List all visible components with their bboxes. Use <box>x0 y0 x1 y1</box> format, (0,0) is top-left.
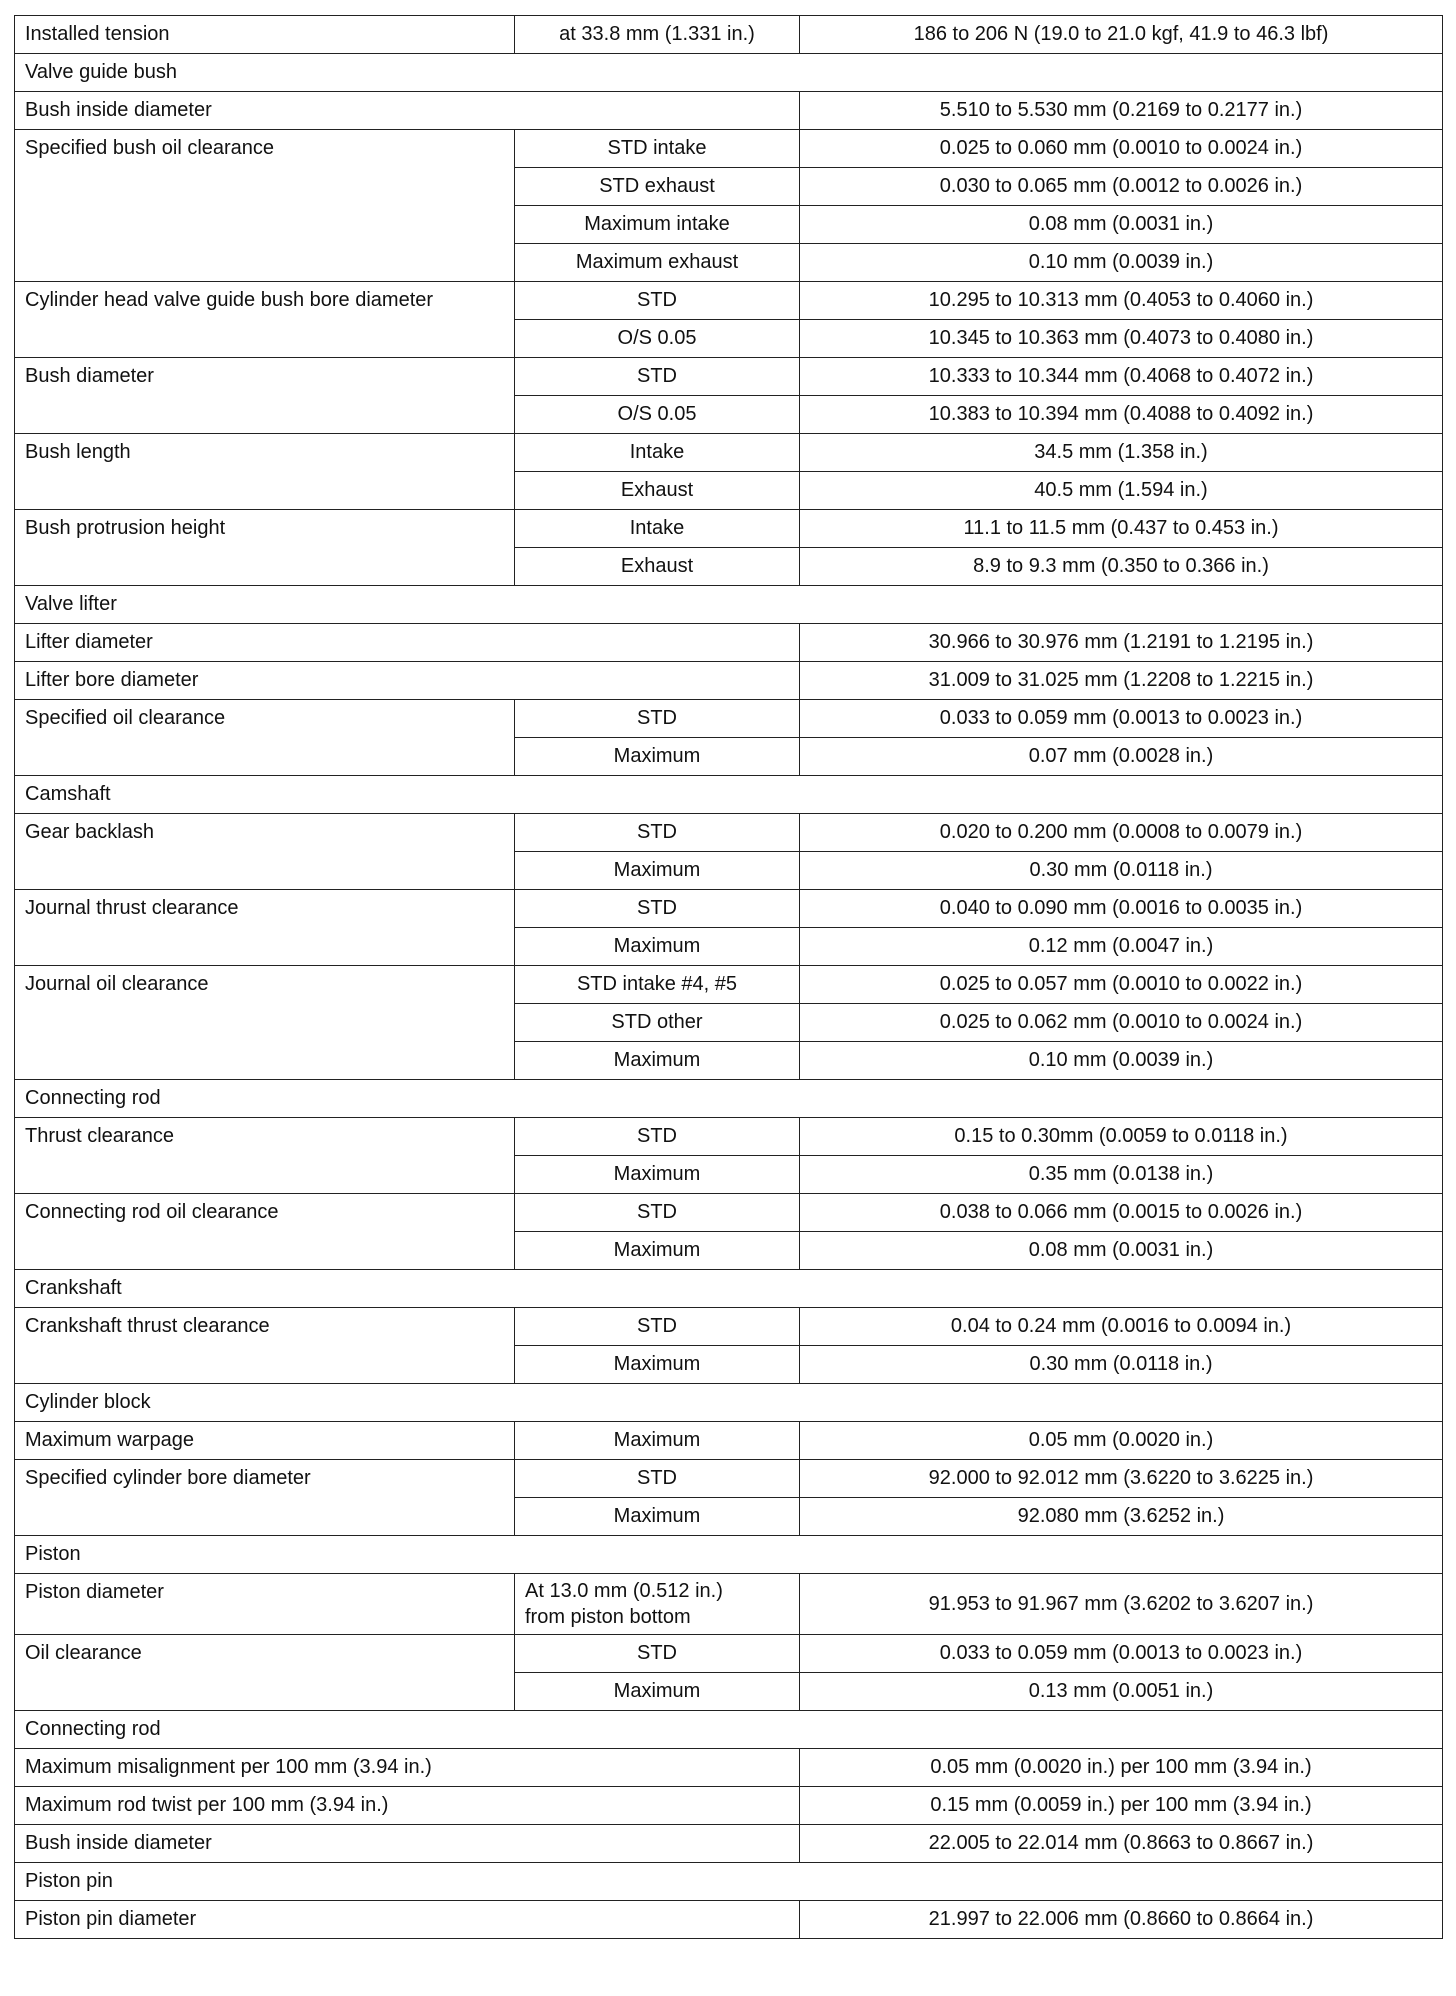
item-cell: Bush inside diameter <box>15 92 800 130</box>
condition-cell: STD <box>515 1308 800 1346</box>
value-cell: 186 to 206 N (19.0 to 21.0 kgf, 41.9 to 46.3 lbf) <box>800 16 1443 54</box>
item-cell: Lifter bore diameter <box>15 662 800 700</box>
section-heading: Piston pin <box>15 1863 1443 1901</box>
item-cell: Gear backlash <box>15 814 515 890</box>
value-cell: 0.08 mm (0.0031 in.) <box>800 1232 1443 1270</box>
item-cell: Oil clearance <box>15 1635 515 1711</box>
item-cell: Installed tension <box>15 16 515 54</box>
condition-cell: Intake <box>515 434 800 472</box>
value-cell: 0.05 mm (0.0020 in.) per 100 mm (3.94 in.) <box>800 1749 1443 1787</box>
condition-cell: Maximum <box>515 852 800 890</box>
section-row <box>15 1080 1443 1118</box>
table-row <box>15 1574 1443 1635</box>
item-cell: Crankshaft thrust clearance <box>15 1308 515 1384</box>
condition-cell: Intake <box>515 510 800 548</box>
item-cell: Specified cylinder bore diameter <box>15 1460 515 1536</box>
table-row <box>15 282 1443 320</box>
item-cell: Bush length <box>15 434 515 510</box>
item-cell: Bush inside diameter <box>15 1825 800 1863</box>
condition-cell: Maximum <box>515 1422 800 1460</box>
condition-cell: STD exhaust <box>515 168 800 206</box>
table-row <box>15 1901 1443 1939</box>
item-cell: Journal oil clearance <box>15 966 515 1080</box>
value-cell: 0.04 to 0.24 mm (0.0016 to 0.0094 in.) <box>800 1308 1443 1346</box>
value-cell: 0.30 mm (0.0118 in.) <box>800 852 1443 890</box>
condition-cell: STD <box>515 282 800 320</box>
value-cell: 21.997 to 22.006 mm (0.8660 to 0.8664 in.) <box>800 1901 1443 1939</box>
section-row <box>15 54 1443 92</box>
section-row <box>15 1536 1443 1574</box>
item-cell: Maximum warpage <box>15 1422 515 1460</box>
value-cell: 10.383 to 10.394 mm (0.4088 to 0.4092 in.) <box>800 396 1443 434</box>
table-row <box>15 1825 1443 1863</box>
value-cell: 0.07 mm (0.0028 in.) <box>800 738 1443 776</box>
condition-cell: O/S 0.05 <box>515 396 800 434</box>
table-row <box>15 92 1443 130</box>
value-cell: 40.5 mm (1.594 in.) <box>800 472 1443 510</box>
value-cell: 10.345 to 10.363 mm (0.4073 to 0.4080 in.) <box>800 320 1443 358</box>
table-row <box>15 1635 1443 1673</box>
value-cell: 0.040 to 0.090 mm (0.0016 to 0.0035 in.) <box>800 890 1443 928</box>
section-row <box>15 1384 1443 1422</box>
item-cell: Specified oil clearance <box>15 700 515 776</box>
value-cell: 34.5 mm (1.358 in.) <box>800 434 1443 472</box>
item-cell: Specified bush oil clearance <box>15 130 515 282</box>
condition-cell: Maximum <box>515 1673 800 1711</box>
condition-cell: STD <box>515 814 800 852</box>
value-cell: 0.15 to 0.30mm (0.0059 to 0.0118 in.) <box>800 1118 1443 1156</box>
condition-cell: Maximum <box>515 738 800 776</box>
condition-cell: Maximum <box>515 928 800 966</box>
condition-cell <box>515 1574 800 1635</box>
item-cell: Thrust clearance <box>15 1118 515 1194</box>
condition-cell: STD <box>515 1118 800 1156</box>
condition-cell: Maximum <box>515 1156 800 1194</box>
table-row <box>15 1749 1443 1787</box>
section-row <box>15 1863 1443 1901</box>
value-cell: 0.020 to 0.200 mm (0.0008 to 0.0079 in.) <box>800 814 1443 852</box>
value-cell: 0.025 to 0.057 mm (0.0010 to 0.0022 in.) <box>800 966 1443 1004</box>
item-cell: Cylinder head valve guide bush bore diameter <box>15 282 515 358</box>
value-cell: 0.13 mm (0.0051 in.) <box>800 1673 1443 1711</box>
value-cell: 0.15 mm (0.0059 in.) per 100 mm (3.94 in.) <box>800 1787 1443 1825</box>
value-cell: 91.953 to 91.967 mm (3.6202 to 3.6207 in.) <box>800 1574 1443 1635</box>
item-cell: Maximum misalignment per 100 mm (3.94 in.) <box>15 1749 800 1787</box>
value-cell: 0.030 to 0.065 mm (0.0012 to 0.0026 in.) <box>800 168 1443 206</box>
section-row <box>15 1270 1443 1308</box>
specification-table-body <box>15 16 1443 1939</box>
section-heading: Valve lifter <box>15 586 1443 624</box>
condition-cell: Maximum exhaust <box>515 244 800 282</box>
table-row <box>15 814 1443 852</box>
condition-cell: STD intake #4, #5 <box>515 966 800 1004</box>
section-heading: Valve guide bush <box>15 54 1443 92</box>
value-cell: 11.1 to 11.5 mm (0.437 to 0.453 in.) <box>800 510 1443 548</box>
item-cell: Journal thrust clearance <box>15 890 515 966</box>
condition-cell: O/S 0.05 <box>515 320 800 358</box>
specification-table <box>14 15 1443 1939</box>
section-heading: Piston <box>15 1536 1443 1574</box>
item-cell: Bush diameter <box>15 358 515 434</box>
table-row <box>15 1308 1443 1346</box>
condition-cell: STD <box>515 1194 800 1232</box>
section-heading: Crankshaft <box>15 1270 1443 1308</box>
value-cell: 22.005 to 22.014 mm (0.8663 to 0.8667 in.) <box>800 1825 1443 1863</box>
condition-line: At 13.0 mm (0.512 in.) <box>525 1580 723 1602</box>
item-cell: Bush protrusion height <box>15 510 515 586</box>
condition-cell: Maximum <box>515 1346 800 1384</box>
value-cell: 30.966 to 30.976 mm (1.2191 to 1.2195 in.) <box>800 624 1443 662</box>
condition-cell: Exhaust <box>515 472 800 510</box>
condition-cell: STD intake <box>515 130 800 168</box>
item-cell: Piston diameter <box>15 1574 515 1635</box>
table-row <box>15 1787 1443 1825</box>
value-cell: 0.10 mm (0.0039 in.) <box>800 1042 1443 1080</box>
condition-cell: at 33.8 mm (1.331 in.) <box>515 16 800 54</box>
value-cell: 0.12 mm (0.0047 in.) <box>800 928 1443 966</box>
value-cell: 0.30 mm (0.0118 in.) <box>800 1346 1443 1384</box>
table-row <box>15 624 1443 662</box>
table-row <box>15 1194 1443 1232</box>
condition-cell: Maximum <box>515 1232 800 1270</box>
condition-cell: STD <box>515 1635 800 1673</box>
item-cell: Connecting rod oil clearance <box>15 1194 515 1270</box>
condition-cell: STD <box>515 1460 800 1498</box>
table-row <box>15 130 1443 168</box>
condition-cell: Maximum intake <box>515 206 800 244</box>
table-row <box>15 700 1443 738</box>
table-row <box>15 434 1443 472</box>
condition-cell: Maximum <box>515 1042 800 1080</box>
table-row <box>15 966 1443 1004</box>
value-cell: 0.033 to 0.059 mm (0.0013 to 0.0023 in.) <box>800 700 1443 738</box>
table-row <box>15 358 1443 396</box>
condition-line: from piston bottom <box>525 1606 691 1628</box>
item-cell: Piston pin diameter <box>15 1901 800 1939</box>
item-cell: Maximum rod twist per 100 mm (3.94 in.) <box>15 1787 800 1825</box>
condition-cell: STD <box>515 700 800 738</box>
value-cell: 92.080 mm (3.6252 in.) <box>800 1498 1443 1536</box>
value-cell: 0.025 to 0.062 mm (0.0010 to 0.0024 in.) <box>800 1004 1443 1042</box>
section-heading: Cylinder block <box>15 1384 1443 1422</box>
table-row <box>15 1460 1443 1498</box>
condition-cell: STD other <box>515 1004 800 1042</box>
section-heading: Connecting rod <box>15 1711 1443 1749</box>
condition-cell: STD <box>515 358 800 396</box>
section-row <box>15 1711 1443 1749</box>
value-cell: 0.35 mm (0.0138 in.) <box>800 1156 1443 1194</box>
condition-cell: STD <box>515 890 800 928</box>
value-cell: 0.025 to 0.060 mm (0.0010 to 0.0024 in.) <box>800 130 1443 168</box>
condition-cell: Exhaust <box>515 548 800 586</box>
value-cell: 0.05 mm (0.0020 in.) <box>800 1422 1443 1460</box>
value-cell: 31.009 to 31.025 mm (1.2208 to 1.2215 in.) <box>800 662 1443 700</box>
item-cell: Lifter diameter <box>15 624 800 662</box>
value-cell: 10.333 to 10.344 mm (0.4068 to 0.4072 in.) <box>800 358 1443 396</box>
value-cell: 10.295 to 10.313 mm (0.4053 to 0.4060 in.) <box>800 282 1443 320</box>
table-row <box>15 1422 1443 1460</box>
table-row <box>15 16 1443 54</box>
value-cell: 0.10 mm (0.0039 in.) <box>800 244 1443 282</box>
value-cell: 0.08 mm (0.0031 in.) <box>800 206 1443 244</box>
table-row <box>15 662 1443 700</box>
section-row <box>15 776 1443 814</box>
table-row <box>15 1118 1443 1156</box>
value-cell: 0.033 to 0.059 mm (0.0013 to 0.0023 in.) <box>800 1635 1443 1673</box>
section-row <box>15 586 1443 624</box>
section-heading: Connecting rod <box>15 1080 1443 1118</box>
section-heading: Camshaft <box>15 776 1443 814</box>
value-cell: 92.000 to 92.012 mm (3.6220 to 3.6225 in.) <box>800 1460 1443 1498</box>
table-row <box>15 510 1443 548</box>
value-cell: 5.510 to 5.530 mm (0.2169 to 0.2177 in.) <box>800 92 1443 130</box>
value-cell: 8.9 to 9.3 mm (0.350 to 0.366 in.) <box>800 548 1443 586</box>
condition-cell: Maximum <box>515 1498 800 1536</box>
value-cell: 0.038 to 0.066 mm (0.0015 to 0.0026 in.) <box>800 1194 1443 1232</box>
table-row <box>15 890 1443 928</box>
